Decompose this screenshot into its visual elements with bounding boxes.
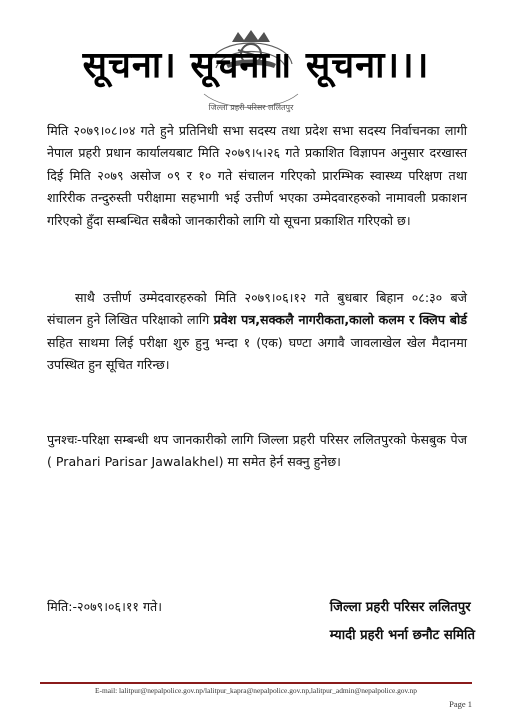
body-paragraph-2: [47, 287, 467, 377]
signature-block: [330, 594, 475, 650]
contact-email: E-mail: lalitpur@nepalpolice.gov.np/lalitpur_kapra@nepalpolice.gov.np,lalitpur_admin@nepalpolice.gov.np: [95, 686, 417, 695]
para2-required-documents: प्रवेश पत्र,सक्कलै नागरीकता,कालो कलम र क्लिप बोर्ड: [213, 312, 467, 328]
issue-date: मिति:-२०७९।०६।११ गते।: [47, 599, 163, 614]
footer-row: [47, 594, 475, 650]
signature-office: जिल्ला प्रहरी परिसर ललितपुर: [329, 600, 471, 615]
notice-title: सूचना। सूचना॥ सूचना।।।: [82, 45, 430, 86]
body-paragraph-1: मिति २०७९।०८।०४ गते हुने प्रतिनिधी सभा सदस्य तथा प्रदेश सभा सदस्य निर्वाचनका लागी नेपाल प्रहरी प्रधान कार्यालयबाट मिति २०७९।५।२६ गते प्रकाशित विज्ञापन अनुसार दरखास्त दिई मिति २०७९ असोज ०९ र १० गते संचालन गरिएको प्रारम्भिक स्वास्थ्य परिक्षण तथा शारिरीक तन्दुरुस्ती परीक्षामा सहभागी भई उत्तीर्ण भएका उम्मेदवारहरुको नामावली प्रकाशन गरिएको हुँदा सम्बन्धित सबैको जानकारीको लागि यो सूचना प्रकाशित गरिएको छ।: [47, 123, 467, 228]
seal-text: जिल्ला प्रहरी परिसर ललितपुर: [208, 103, 294, 112]
signature-committee: म्यादी प्रहरी भर्ना छनौट समिति: [329, 628, 475, 643]
page-number: Page 1: [449, 699, 472, 709]
footer-divider: [40, 682, 472, 684]
para2-text-end: सहित साथमा लिई परीक्षा शुरु हुनु भन्दा १ (एक) घण्टा अगावै जावलाखेल खेल मैदानमा उपस्थित हुन सूचित गरिन्छ।: [47, 334, 467, 373]
para2-text-start: साथै उत्तीर्ण उम्मेदवारहरुको मिति २०७९।०६।१२ गते बुधबार बिहान ०८:३० बजे संचालन हुने लिखित परिक्षाको लागि: [47, 290, 467, 328]
postscript-paragraph: पुनश्चः-परिक्षा सम्बन्धी थप जानकारीको लागि जिल्ला प्रहरी परिसर ललितपुरको फेसबुक पेज ( Prahari Parisar Jawalakhel) मा समेत हेर्न सक्नु हुनेछ।: [47, 432, 467, 470]
